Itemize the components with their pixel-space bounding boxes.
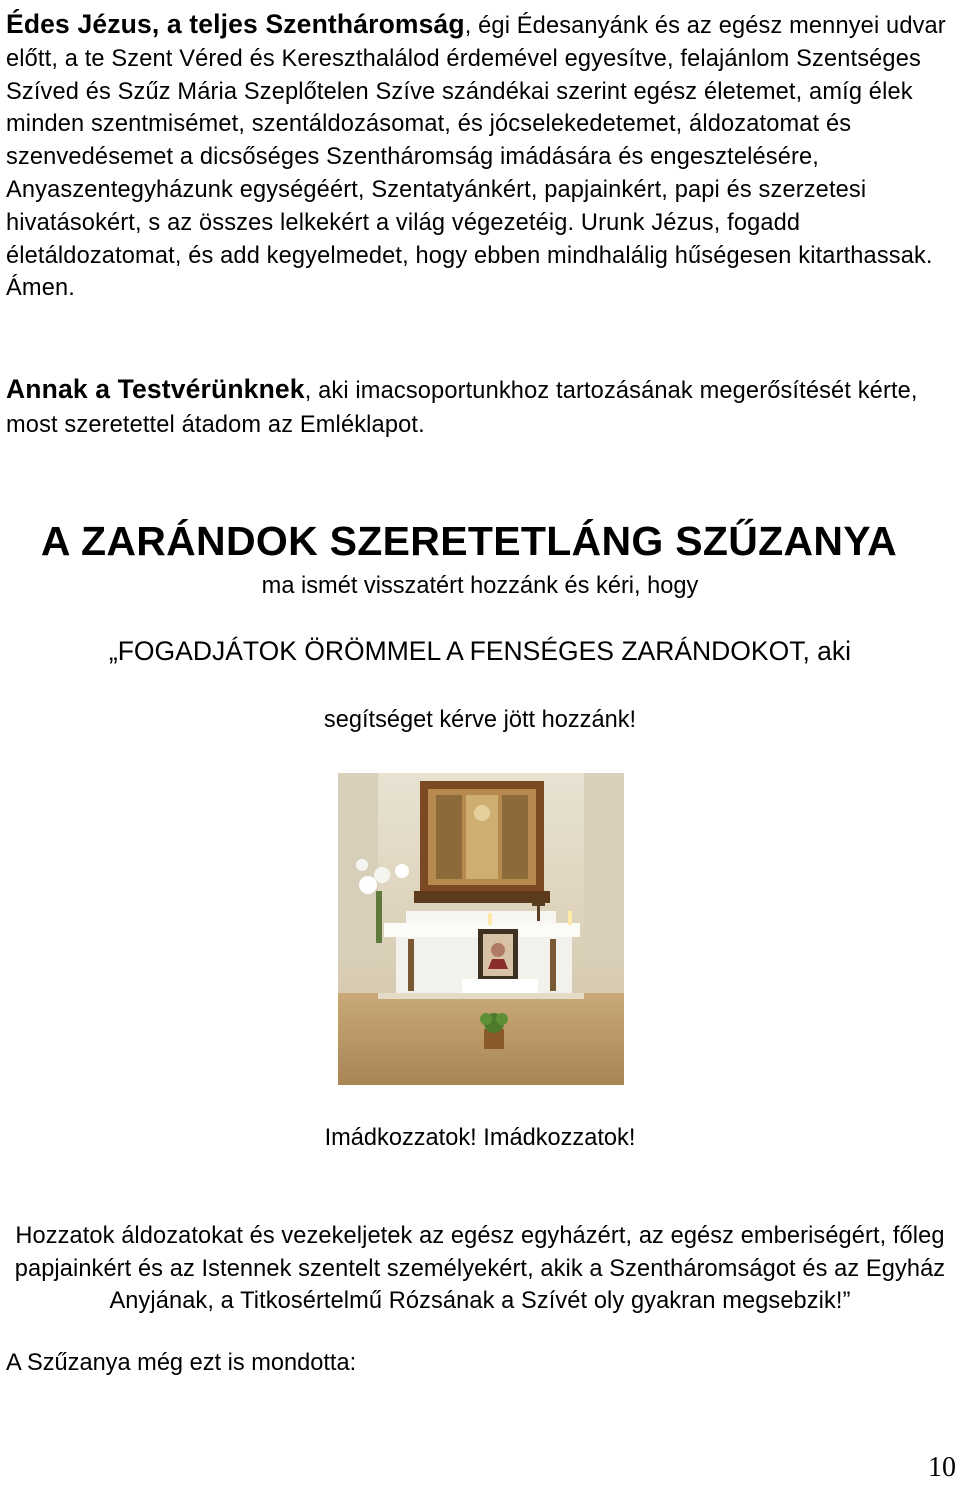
dedication-text: , égi Édesanyánk és az egész mennyei udvar előtt, a te Szent Véred és Kereszthalálod érdemével egyesítve, felajánlom Szentséges Szíved és Szűz Mária Szeplőtelen Szíve szándékai szerint egész életemet, amíg élek minden szentmisémet, szentáldozásomat, és jócselekedetemet, áldozatomat és szenvedésemet a dicsőséges Szentháromság imádására és engesztelésére, Anyaszentegyházunk egységéért, Szentatyánkért, papjainkért, papi és szerzetesi hivatásokért, s az összes lelkekért a világ végezetéig. Urunk Jézus, fogadd életáldozatomat, és add kegyelmedet, hogy ebben mindhalálig hűségesen kitarthassak. Ámen. (6, 13, 946, 302)
dedication-paragraph (6, 8, 946, 305)
help-line: segítséget kérve jött hozzánk! (323, 707, 637, 733)
member-text: , aki imacsoportunkhoz tartozásának megerősítését kérte, most szeretettel átadom az Emléklapot. (6, 378, 918, 438)
welcome-line: „FOGADJÁTOK ÖRÖMMEL A FENSÉGES ZARÁNDOKOT, aki (108, 636, 852, 666)
page-heading: A ZARÁNDOK SZERETETLÁNG SZŰZANYA (40, 518, 898, 564)
altar-photo-illustration (338, 773, 624, 1085)
closing-line: A Szűzanya még ezt is mondotta: (6, 1350, 357, 1376)
page-number: 10 (928, 1452, 956, 1483)
altar-photo (338, 773, 624, 1085)
member-paragraph (6, 372, 946, 442)
message-paragraph: Hozzatok áldozatokat és vezekeljetek az egész egyházért, az egész emberiségért, főleg papjainkért és az Istennek szentelt személyekért, akik a Szentháromságot és az Egyház Anyjának, a Titkosértelmű Rózsának a Szívét oly gyakran megsebzik!” (14, 1223, 946, 1314)
intro-line: ma ismét visszatért hozzánk és kéri, hogy (261, 573, 699, 599)
dedication-lead: Édes Jézus, a teljes Szentháromság (6, 9, 465, 39)
member-lead: Annak a Testvérünknek (6, 374, 305, 404)
prayer-call: Imádkozzatok! Imádkozzatok! (324, 1125, 636, 1151)
